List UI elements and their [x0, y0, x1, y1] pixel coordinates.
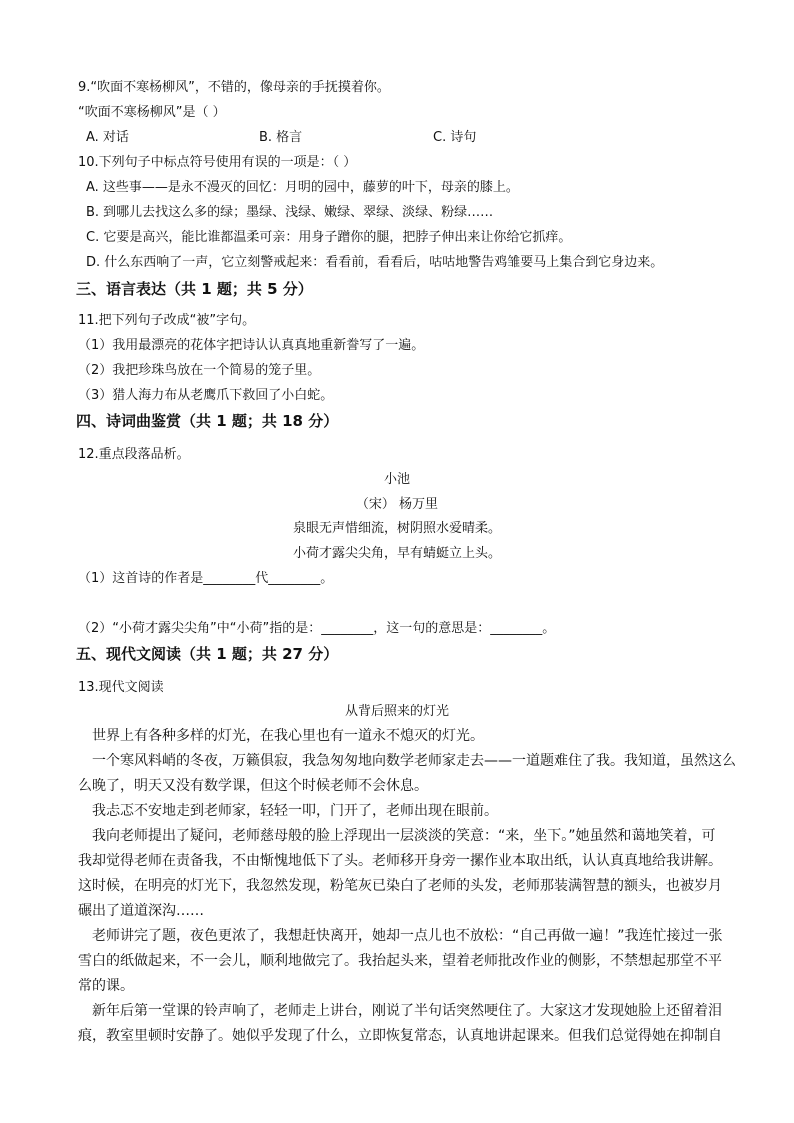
q12-sub-1: （1）这首诗的作者是________代________。 [78, 571, 334, 586]
q10-option-d: D. 什么东西响了一声，它立刻警戒起来：看看前，看看后，咕咕地警告鸡雏要马上集合到它身边来。 [86, 255, 664, 270]
article-line: 世界上有各种多样的灯光，在我心里也有一道永不熄灭的灯光。 [92, 728, 484, 744]
q9-line2: “吹面不寒杨柳风”是（ ） [78, 105, 226, 120]
section5-heading: 五、现代文阅读（共 1 题；共 27 分） [76, 645, 339, 663]
article-line: 常的课。 [78, 978, 134, 994]
article-line: 新年后第一堂课的铃声响了，老师走上讲台，刚说了半句话突然哽住了。大家这才发现她脸上还留着泪 [92, 1003, 722, 1019]
q12-sub-2: （2）“小荷才露尖尖角”中“小荷”指的是：________，这一句的意思是：________。 [78, 621, 556, 636]
article-line: 我却觉得老师在责备我，不由惭愧地低下了头。老师移开身旁一摞作业本取出纸，认认真真地给我讲解。 [78, 853, 722, 869]
q11-item-3: （3）猎人海力布从老鹰爪下救回了小白蛇。 [78, 388, 334, 403]
q11-stem: 11.把下列句子改成“被”字句。 [78, 313, 256, 328]
article-line: 碾出了道道深沟…… [78, 903, 204, 919]
poem-line-2: 小荷才露尖尖角，早有蜻蜓立上头。 [292, 546, 501, 561]
q9-option-c: C. 诗句 [433, 130, 477, 145]
q11-item-2: （2）我把珍珠鸟放在一个简易的笼子里。 [78, 363, 321, 378]
poem-line-1: 泉眼无声惜细流，树阴照水爱晴柔。 [292, 521, 501, 536]
q11-item-1: （1）我用最漂亮的花体字把诗认认真真地重新誊写了一遍。 [78, 338, 425, 353]
q10-stem: 10.下列句子中标点符号使用有误的一项是：（ ） [78, 155, 357, 170]
section3-heading: 三、语言表达（共 1 题；共 5 分） [76, 280, 313, 298]
section4-heading: 四、诗词曲鉴赏（共 1 题；共 18 分） [76, 412, 339, 430]
q10-option-c: C. 它要是高兴，能比谁都温柔可亲：用身子蹭你的腿，把脖子伸出来让你给它抓痒。 [86, 230, 572, 245]
q10-option-b: B. 到哪儿去找这么多的绿；墨绿、浅绿、嫩绿、翠绿、淡绿、粉绿…… [86, 205, 494, 220]
article-title: 从背后照来的灯光 [344, 704, 449, 719]
article-line: 老师讲完了题，夜色更浓了，我想赶快离开，她却一点儿也不放松：“自己再做一遍！”我连忙接过一张 [92, 928, 723, 944]
q9-option-a: A. 对话 [86, 130, 129, 145]
q12-stem: 12.重点段落品析。 [78, 447, 190, 462]
q10-option-a: A. 这些事——是永不漫灭的回忆：月明的园中，藤萝的叶下，母亲的膝上。 [86, 180, 519, 195]
q9-option-b: B. 格言 [259, 130, 303, 145]
article-line: 么晚了，明天又没有数学课，但这个时候老师不会休息。 [78, 778, 428, 794]
q13-stem: 13.现代文阅读 [78, 680, 164, 695]
article-line: 一个寒风料峭的冬夜，万籁俱寂，我急匆匆地向数学老师家走去——一道题难住了我。我知道，虽然这么 [92, 753, 736, 769]
article-line: 痕，教室里顿时安静了。她似乎发现了什么，立即恢复常态，认真地讲起课来。但我们总觉得她在抑制自 [78, 1028, 722, 1044]
article-line: 这时候，在明亮的灯光下，我忽然发现，粉笔灰已染白了老师的头发，老师那装满智慧的额头，也被岁月 [78, 878, 722, 894]
article-line: 雪白的纸做起来，不一会儿，顺利地做完了。我抬起头来，望着老师批改作业的侧影，不禁想起那堂不平 [78, 953, 722, 969]
article-line: 我向老师提出了疑问，老师慈母般的脸上浮现出一层淡淡的笑意：“来，坐下。”她虽然和蔼地笑着，可 [92, 828, 716, 844]
q9-line1: 9.“吹面不寒杨柳风”，不错的，像母亲的手抚摸着你。 [78, 80, 390, 95]
poem-author: （宋） 杨万里 [355, 497, 439, 512]
poem-title: 小池 [383, 472, 410, 487]
article-line: 我忐忑不安地走到老师家，轻轻一叩，门开了，老师出现在眼前。 [92, 803, 498, 819]
